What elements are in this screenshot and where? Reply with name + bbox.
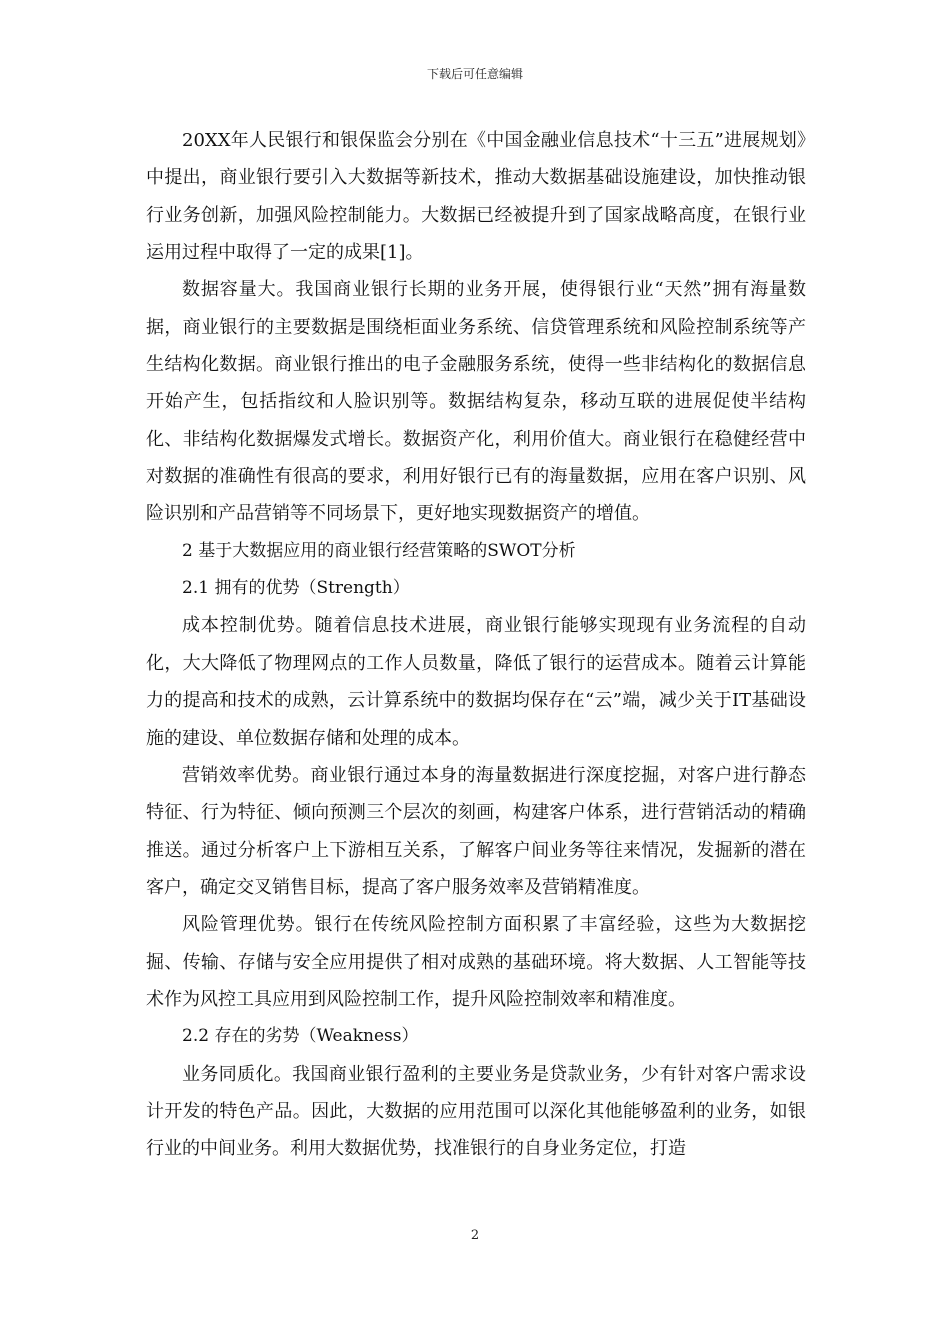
paragraph-cost-control: 成本控制优势。随着信息技术进展，商业银行能够实现现有业务流程的自动化，大大降低了物理网点的工作人员数量，降低了银行的运营成本。随着云计算能力的提高和技术的成熟，云计算系统中的数据均保存在“云”端，减少关于IT基础设施的建设、单位数据存储和处理的成本。 xyxy=(146,615,806,749)
paragraph-risk-management: 风险管理优势。银行在传统风险控制方面积累了丰富经验，这些为大数据挖掘、传输、存储与安全应用提供了相对成熟的基础环境。将大数据、人工智能等技术作为风控工具应用到风险控制工作，提升风险控制效率和精准度。 xyxy=(146,914,806,1010)
subsection-heading-strength: 2.1 拥有的优势（Strength） xyxy=(182,578,410,599)
page-header: 下载后可任意编辑 xyxy=(426,67,523,81)
paragraph-intro: 20XX年人民银行和银保监会分别在《中国金融业信息技术“十三五”进展规划》中提出，商业银行要引入大数据等新技术，推动大数据基础设施建设，加快推动银行业务创新，加强风险控制能力。大数据已经被提升到了国家战略高度，在银行业运用过程中取得了一定的成果[1]。 xyxy=(146,130,806,264)
section-heading-swot: 2 基于大数据应用的商业银行经营策略的SWOT分析 xyxy=(182,540,576,561)
paragraph-business-homogeneity: 业务同质化。我国商业银行盈利的主要业务是贷款业务，少有针对客户需求设计开发的特色产品。因此，大数据的应用范围可以深化其他能够盈利的业务，如银行业的中间业务。利用大数据优势，找准银行的自身业务定位，打造 xyxy=(146,1063,806,1160)
page-number: 2 xyxy=(470,1228,480,1243)
subsection-heading-weakness: 2.2 存在的劣势（Weakness） xyxy=(182,1026,419,1047)
paragraph-data-volume: 数据容量大。我国商业银行长期的业务开展，使得银行业“天然”拥有海量数据，商业银行的主要数据是围绕柜面业务系统、信贷管理系统和风险控制系统等产生结构化数据。商业银行推出的电子金融服务系统，使得一些非结构化的数据信息开始产生，包括指纹和人脸识别等。数据结构复杂，移动互联的进展促使半结构化、非结构化数据爆发式增长。数据资产化，利用价值大。商业银行在稳健经营中对数据的准确性有很高的要求，利用好银行已有的海量数据，应用在客户识别、风险识别和产品营销等不同场景下，更好地实现数据资产的增值。 xyxy=(146,279,806,525)
paragraph-marketing-efficiency: 营销效率优势。商业银行通过本身的海量数据进行深度挖掘，对客户进行静态特征、行为特征、倾向预测三个层次的刻画，构建客户体系，进行营销活动的精确推送。通过分析客户上下游相互关系，了解客户间业务等往来情况，发掘新的潜在客户，确定交叉销售目标，提高了客户服务效率及营销精准度。 xyxy=(146,764,806,898)
document-body xyxy=(146,122,806,1168)
